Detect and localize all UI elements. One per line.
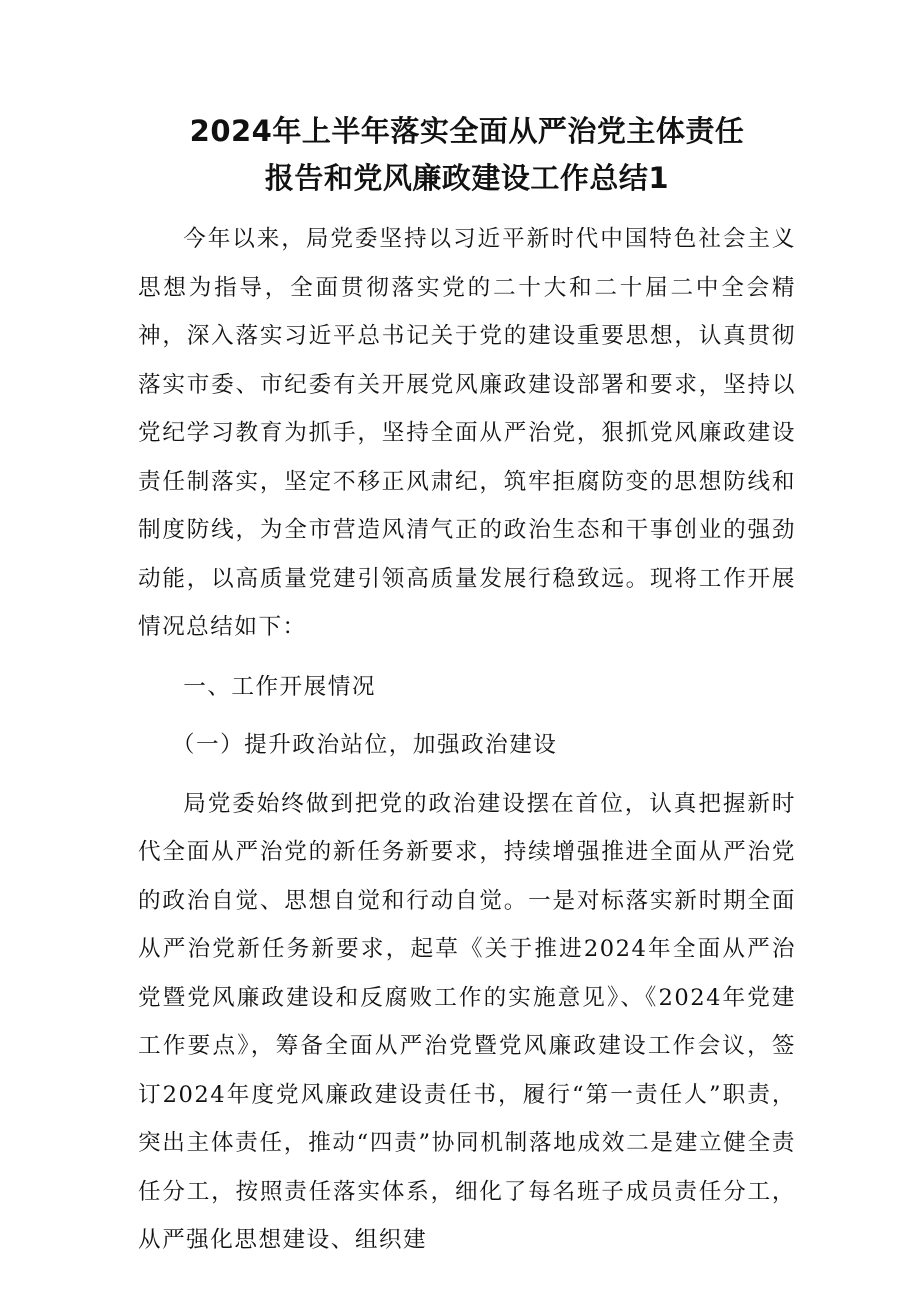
subsection-heading: （一）提升政治站位，加强政治建设: [171, 732, 558, 758]
title-line-2: 报告和党风廉政建设工作总结1: [264, 161, 670, 195]
body-paragraph: 局党委始终做到把党的政治建设摆在首位，认真把握新时代全面从严治党的新任务新要求，持续增强推进全面从严治党的政治自觉、思想自觉和行动自觉。一是对标落实新时期全面从严治党新任务新要求，起草《关于推进2024年全面从严治党暨党风廉政建设和反腐败工作的实施意见》、《2024年党建工作要点》，筹备全面从严治党暨党风廉政建设工作会议，签订2024年度党风廉政建设责任书，履行“第一责任人”职责，突出主体责任，推动“四责”协同机制落地成效二是建立健全责任分工，按照责任落实体系，细化了每名班子成员责任分工，从严强化思想建设、组织建: [138, 790, 796, 1253]
section-heading: 一、工作开展情况: [183, 673, 376, 700]
title-line-1: 2024年上半年落实全面从严治党主体责任: [189, 114, 745, 148]
document-title: [138, 108, 796, 202]
document-body: [138, 215, 796, 1265]
intro-paragraph: 今年以来，局党委坚持以习近平新时代中国特色社会主义思想为指导，全面贯彻落实党的二十大和二十届二中全会精神，深入落实习近平总书记关于党的建设重要思想，认真贯彻落实市委、市纪委有关开展党风廉政建设部署和要求，坚持以党纪学习教育为抓手，坚持全面从严治党，狠抓党风廉政建设责任制落实，坚定不移正风肃纪，筑牢拒腐防变的思想防线和制度防线，为全市营造风清气正的政治生态和干事创业的强劲动能，以高质量党建引领高质量发展行稳致远。现将工作开展情况总结如下：: [138, 226, 796, 640]
